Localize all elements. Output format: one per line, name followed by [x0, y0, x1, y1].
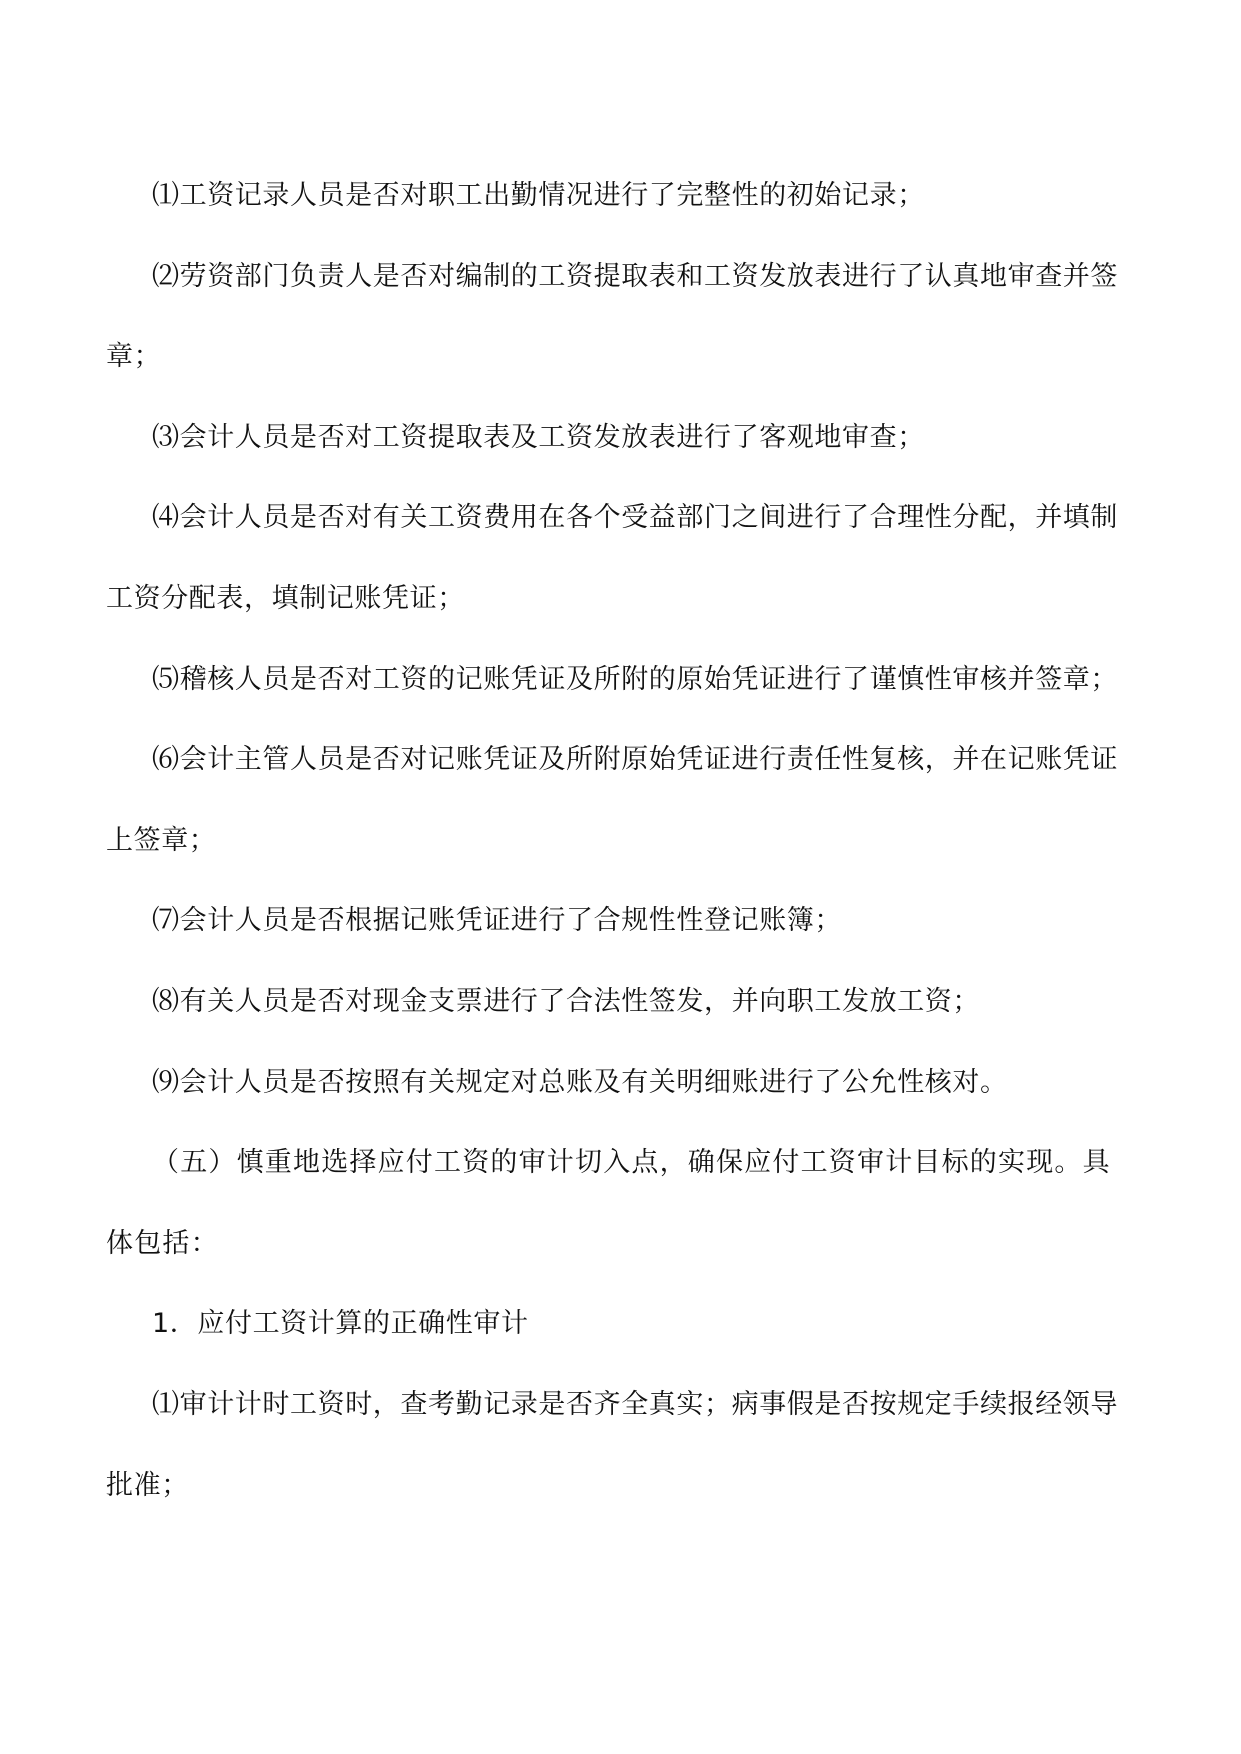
paragraph-auditor-check: ⑸稽核人员是否对工资的记账凭证及所附的原始凭证进行了谨慎性审核并签章； — [152, 663, 1118, 695]
paragraph-supervisor-recheck: ⑹会计主管人员是否对记账凭证及所附原始凭证进行责任性复核，并在记账凭证上签章； — [106, 744, 1118, 856]
paragraph-attendance-record: ⑴工资记录人员是否对职工出勤情况进行了完整性的初始记录； — [152, 180, 925, 211]
paragraph-cheque-issue: ⑻有关人员是否对现金支票进行了合法性签发，并向职工发放工资； — [152, 985, 980, 1017]
paragraph-ledger-posting: ⑺会计人员是否根据记账凭证进行了合规性性登记账簿； — [152, 905, 842, 937]
paragraph-ledger-reconcile: ⑼会计人员是否按照有关规定对总账及有关明细账进行了公允性核对。 — [152, 1066, 1008, 1098]
section-heading-five: （五）慎重地选择应付工资的审计切入点，确保应付工资审计目标的实现。具体包括： — [106, 1147, 1111, 1259]
document-body — [106, 156, 1136, 1526]
paragraph-time-wage-audit: ⑴审计计时工资时，查考勤记录是否齐全真实；病事假是否按规定手续报经领导批准； — [106, 1388, 1118, 1501]
subheading-payroll-calculation: 1．应付工资计算的正确性审计 — [152, 1308, 529, 1340]
paragraph-labor-dept-review: ⑵劳资部门负责人是否对编制的工资提取表和工资发放表进行了认真地审查并签章； — [106, 260, 1118, 373]
paragraph-cost-allocation: ⑷会计人员是否对有关工资费用在各个受益部门之间进行了合理性分配，并填制工资分配表，填制记账凭证； — [106, 502, 1118, 614]
paragraph-accountant-review: ⑶会计人员是否对工资提取表及工资发放表进行了客观地审查； — [152, 421, 925, 453]
